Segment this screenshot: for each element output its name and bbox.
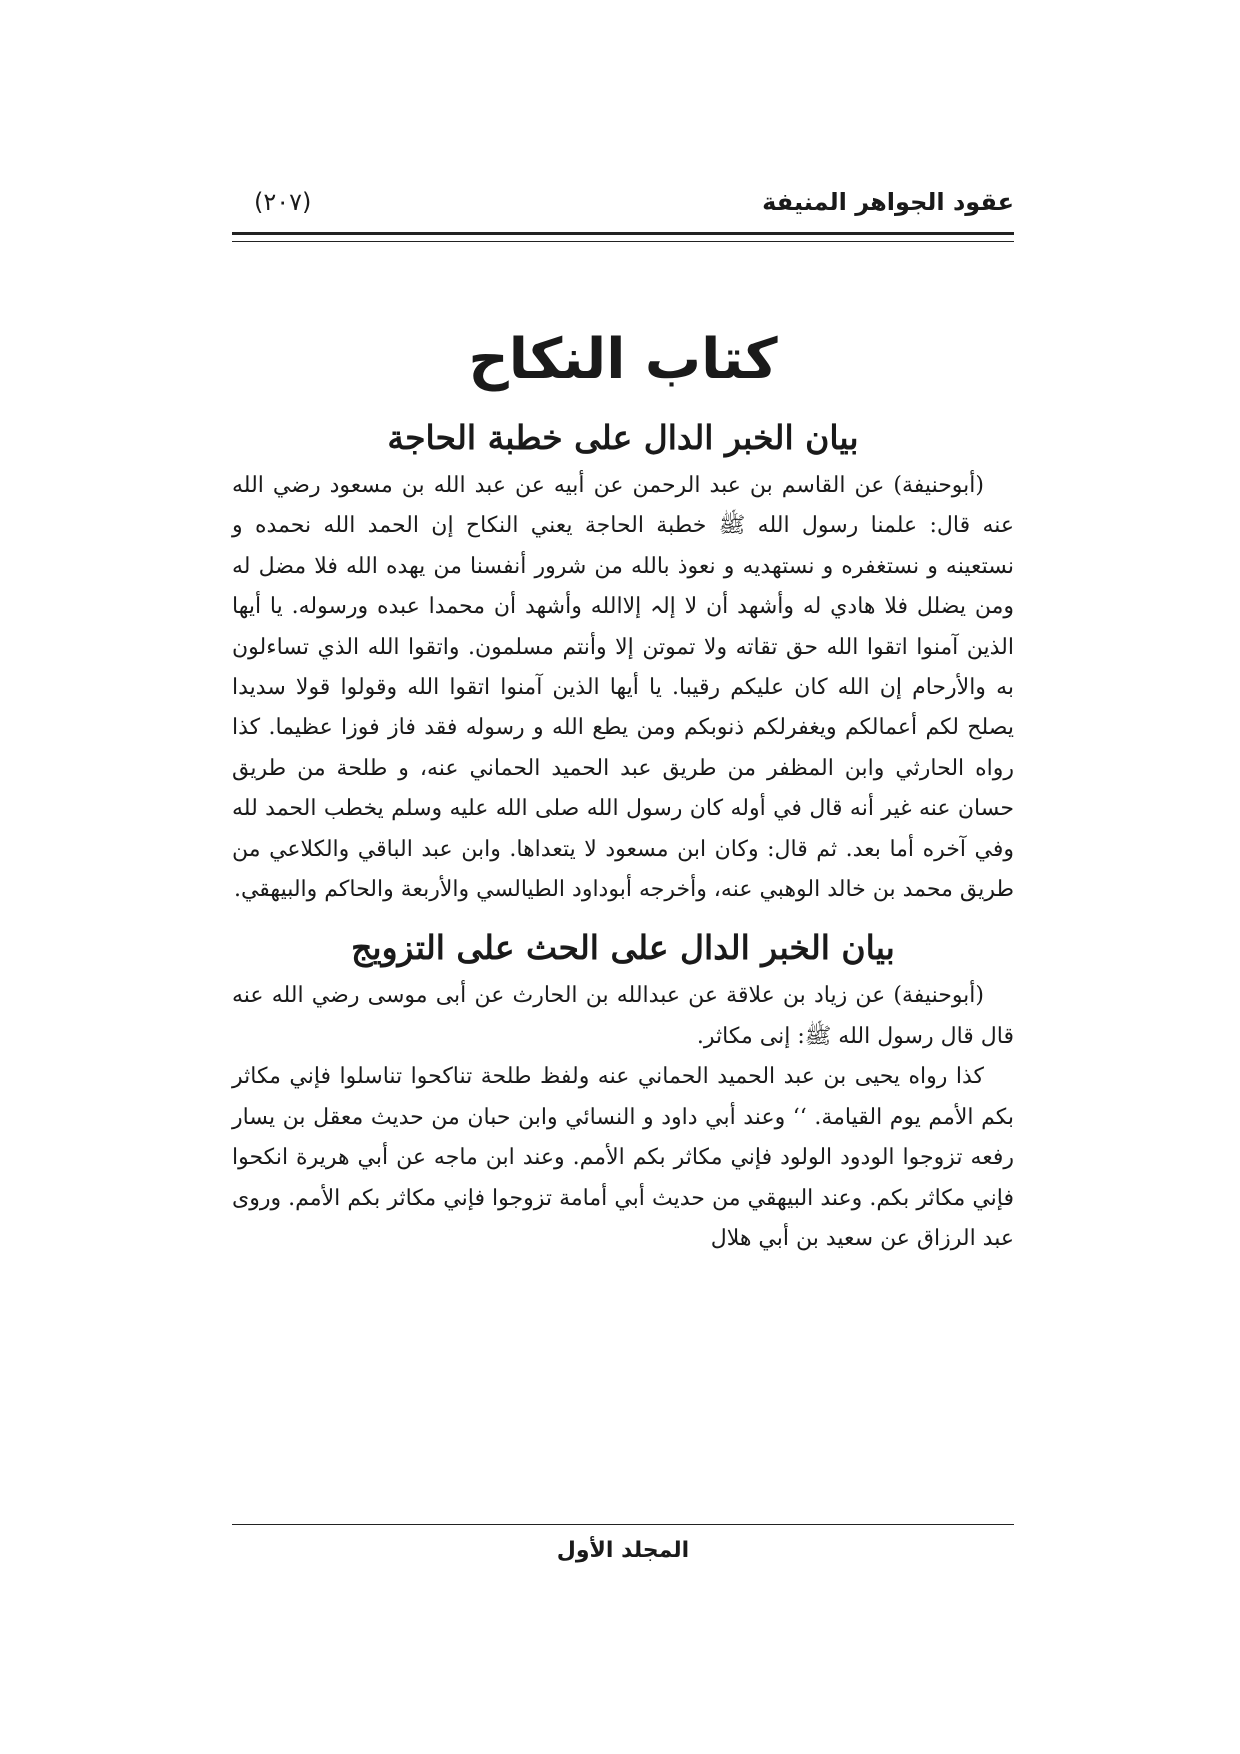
section-title: بيان الخبر الدال على خطبة الحاجة xyxy=(387,418,859,457)
page-number: (٢٠٧) xyxy=(254,188,312,216)
section-paragraph: كذا رواه يحيى بن عبد الحميد الحماني عنه ولفظ طلحة تناكحوا تناسلوا فإني مكاثر بكم الأمم يوم القيامة. ‘‘ وعند أبي داود و النسائي وابن حبان من حديث معقل بن يسار رفعه تزوجوا الودود الولود فإني مكاثر بكم الأمم. وعند ابن ماجه عن أبي هريرة انكحوا فإني مكاثر بكم. وعند البيهقي من حديث أبي أمامة تزوجوا فإني مكاثر بكم الأمم. وروى عبد الرزاق عن سعيد بن أبي هلال xyxy=(232,1064,1014,1251)
section-paragraph: (أبوحنيفة) عن القاسم بن عبد الرحمن عن أبيه عن عبد الله بن مسعود رضي الله عنه قال: علمنا رسول الله ﷺ خطبة الحاجة يعني النكاح إن الحمد الله نحمده و نستعينه و نستغفره و نستهديه و نعوذ بالله من شرور أنفسنا من يهده الله فلا مضل له ومن يضلل فلا هادي له وأشهد أن لا إلہ إلاالله وأشهد أن محمدا عبده ورسوله. يا أيها الذين آمنوا اتقوا الله حق تقاته ولا تموتن إلا وأنتم مسلمون. واتقوا الله الذي تساءلون به والأرحام إن الله كان عليكم رقيبا. يا أيها الذين آمنوا اتقوا الله وقولوا قولا سديدا يصلح لكم أعمالكم ويغفرلكم ذنوبكم ومن يطع الله و رسوله فقد فاز فوزا عظيما. كذا رواه الحارثي وابن المظفر من طريق عبد الحميد الحماني عنه، و طلحة من طريق حسان عنه غير أنه قال في أوله كان رسول الله صلى الله عليه وسلم يخطب الحمد لله وفي آخره أما بعد. ثم قال: وكان ابن مسعود لا يتعداها. وابن عبد الباقي والكلاعي من طريق محمد بن خالد الوهبي عنه، وأخرجه أبوداود الطيالسي والأربعة والحاكم والبيهقي. xyxy=(232,473,1015,903)
book-title: كتاب النكاح xyxy=(468,327,778,392)
page-header xyxy=(232,188,1014,228)
section-paragraph: (أبوحنيفة) عن زياد بن علاقة عن عبدالله بن الحارث عن أبى موسى رضي الله عنه قال قال رسول الله ﷺ: إنى مكاثر. xyxy=(232,983,1014,1049)
footer-rule xyxy=(232,1524,1014,1525)
header-rule xyxy=(232,232,1014,242)
volume-label: المجلد الأول xyxy=(556,1538,690,1563)
page-content xyxy=(232,318,1014,1259)
section-title: بيان الخبر الدال على الحث على التزويج xyxy=(351,928,895,968)
running-title: عقود الجواهر المنيفة xyxy=(762,188,1014,216)
